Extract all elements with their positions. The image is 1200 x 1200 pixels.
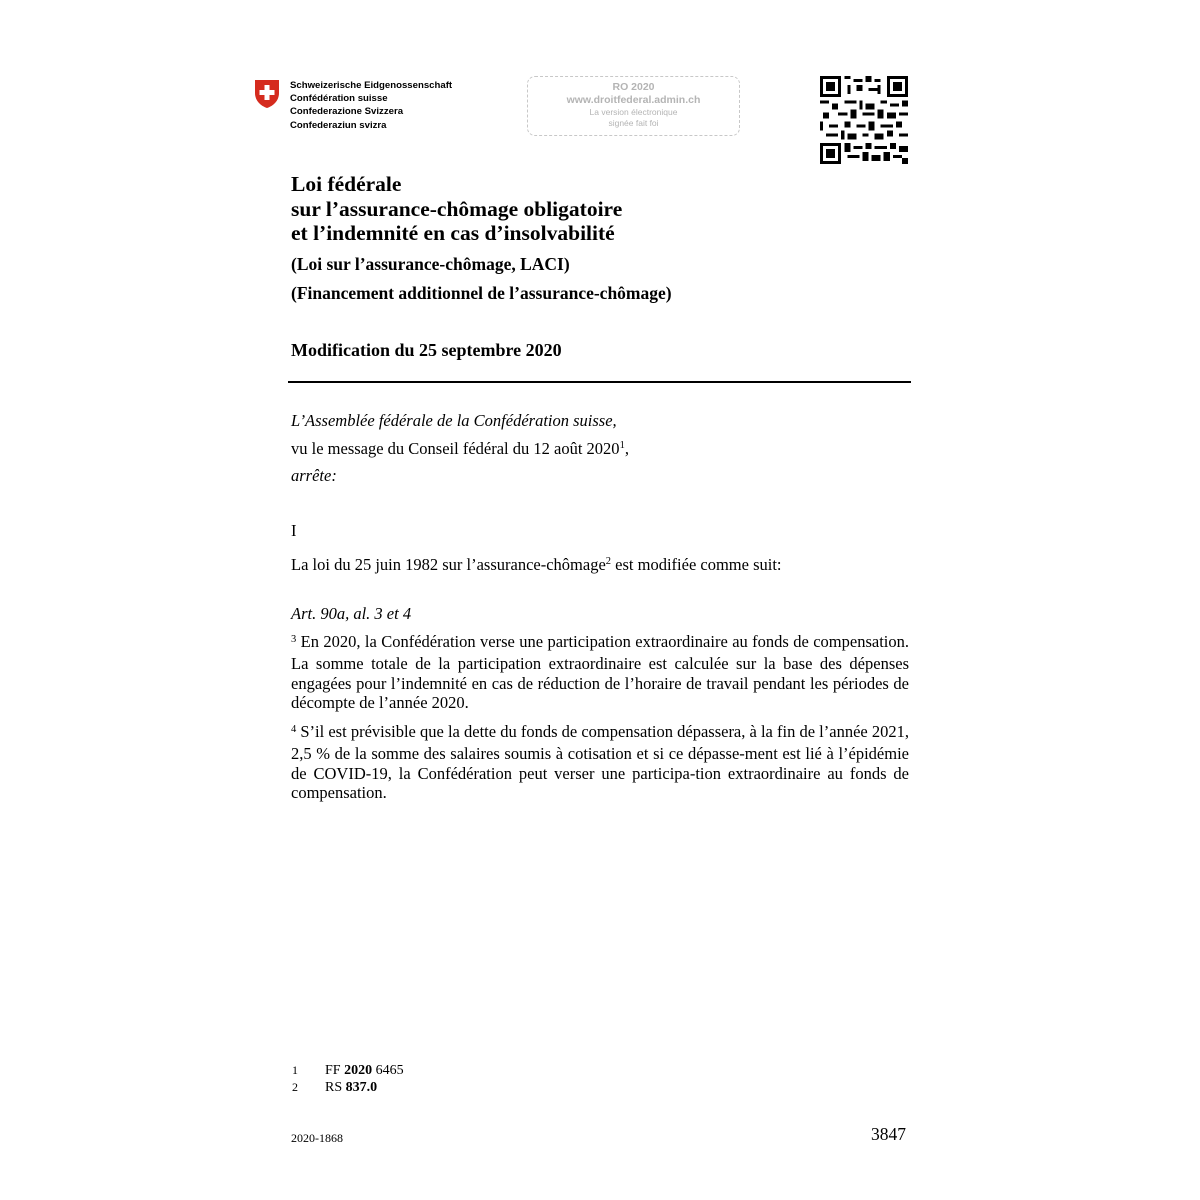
footnote-1-year: 2020 xyxy=(344,1063,373,1078)
footnote-1-number: 1 xyxy=(292,1063,298,1077)
page-number: 3847 xyxy=(871,1124,906,1144)
footnote-ref-1[interactable]: 1 xyxy=(619,440,625,451)
paragraph-3-text: En 2020, la Confédération verse une participation extraordinaire au fonds de compensation. La somme totale de la participation extraordinaire est calculée sur la base des dépenses engagées pour l’indemnité en cas de réduction de l’horaire de travail pendant les périodes de décompte de l’année 2020. xyxy=(291,632,909,713)
document-code: 2020-1868 xyxy=(291,1131,343,1145)
preamble-assembly: L’Assemblée fédérale de la Confédération suisse, xyxy=(291,411,617,430)
paragraph-4-text: S’il est prévisible que la dette du fonds de compensation dépassera, à la fin de l’année 2021, 2,5 % de la somme des salaires soumis à cotisation et si ce dépasse-ment est lié à l’épidémie de COVID-19, la Confédération peut verser une participa-tion extraordinaire au fonds de compensation. xyxy=(291,722,909,803)
footnote-ref-2[interactable]: 2 xyxy=(605,556,612,567)
stamp-url: www.droitfederal.admin.ch xyxy=(566,94,701,106)
preamble-message-end: , xyxy=(624,439,629,458)
confed-name-rm: Confederaziun svizra xyxy=(290,119,387,131)
law-title-line-1: Loi fédérale xyxy=(291,172,402,196)
confed-name-it: Confederazione Svizzera xyxy=(290,106,404,118)
footnote-1-prefix: FF xyxy=(325,1063,345,1078)
law-title-line-2: sur l’assurance-chômage obligatoire xyxy=(291,196,623,221)
paragraph-4 xyxy=(291,722,909,803)
footnote-2 xyxy=(292,1080,377,1096)
confed-name-de: Schweizerische Eidgenossenschaft xyxy=(290,80,453,91)
footnote-1-suffix: 6465 xyxy=(372,1063,404,1078)
stamp-ro: RO 2020 xyxy=(612,81,655,93)
preamble-decree: arrête: xyxy=(291,466,337,485)
section-number: I xyxy=(291,521,297,540)
amendment-intro-text: La loi du 25 juin 1982 sur l’assurance-chômage xyxy=(291,555,606,574)
amendment-intro-end: est modifiée comme suit: xyxy=(611,555,782,574)
article-heading: Art. 90a, al. 3 et 4 xyxy=(291,604,412,623)
title-divider xyxy=(288,381,911,383)
official-publication-stamp xyxy=(527,76,740,136)
stamp-note-1: La version électronique xyxy=(589,107,678,117)
modification-date: Modification du 25 septembre 2020 xyxy=(291,340,562,360)
swiss-emblem-icon xyxy=(254,79,280,109)
confederation-names xyxy=(290,79,452,132)
stamp-note-2: signée fait foi xyxy=(608,118,659,128)
paragraph-4-number: 4 xyxy=(291,724,297,735)
footnote-2-prefix: RS xyxy=(325,1080,346,1095)
footnote-2-number-ref: 837.0 xyxy=(345,1080,378,1095)
preamble-message xyxy=(291,439,629,459)
law-short-title: (Loi sur l’assurance-chômage, LACI) xyxy=(291,254,570,274)
paragraph-3 xyxy=(291,632,909,713)
confed-name-fr: Confédération suisse xyxy=(290,93,388,105)
law-title-line-3: et l’indemnité en cas d’insolvabilité xyxy=(291,221,615,245)
law-topic: (Financement additionnel de l’assurance-chômage) xyxy=(291,283,672,303)
law-title xyxy=(291,172,622,246)
footnote-2-number: 2 xyxy=(292,1080,298,1094)
paragraph-3-number: 3 xyxy=(291,634,297,645)
preamble-message-text: vu le message du Conseil fédéral du 12 août 2020 xyxy=(291,439,620,458)
qr-code-icon xyxy=(820,76,908,164)
footnote-1 xyxy=(292,1063,404,1079)
amendment-intro xyxy=(291,555,782,575)
